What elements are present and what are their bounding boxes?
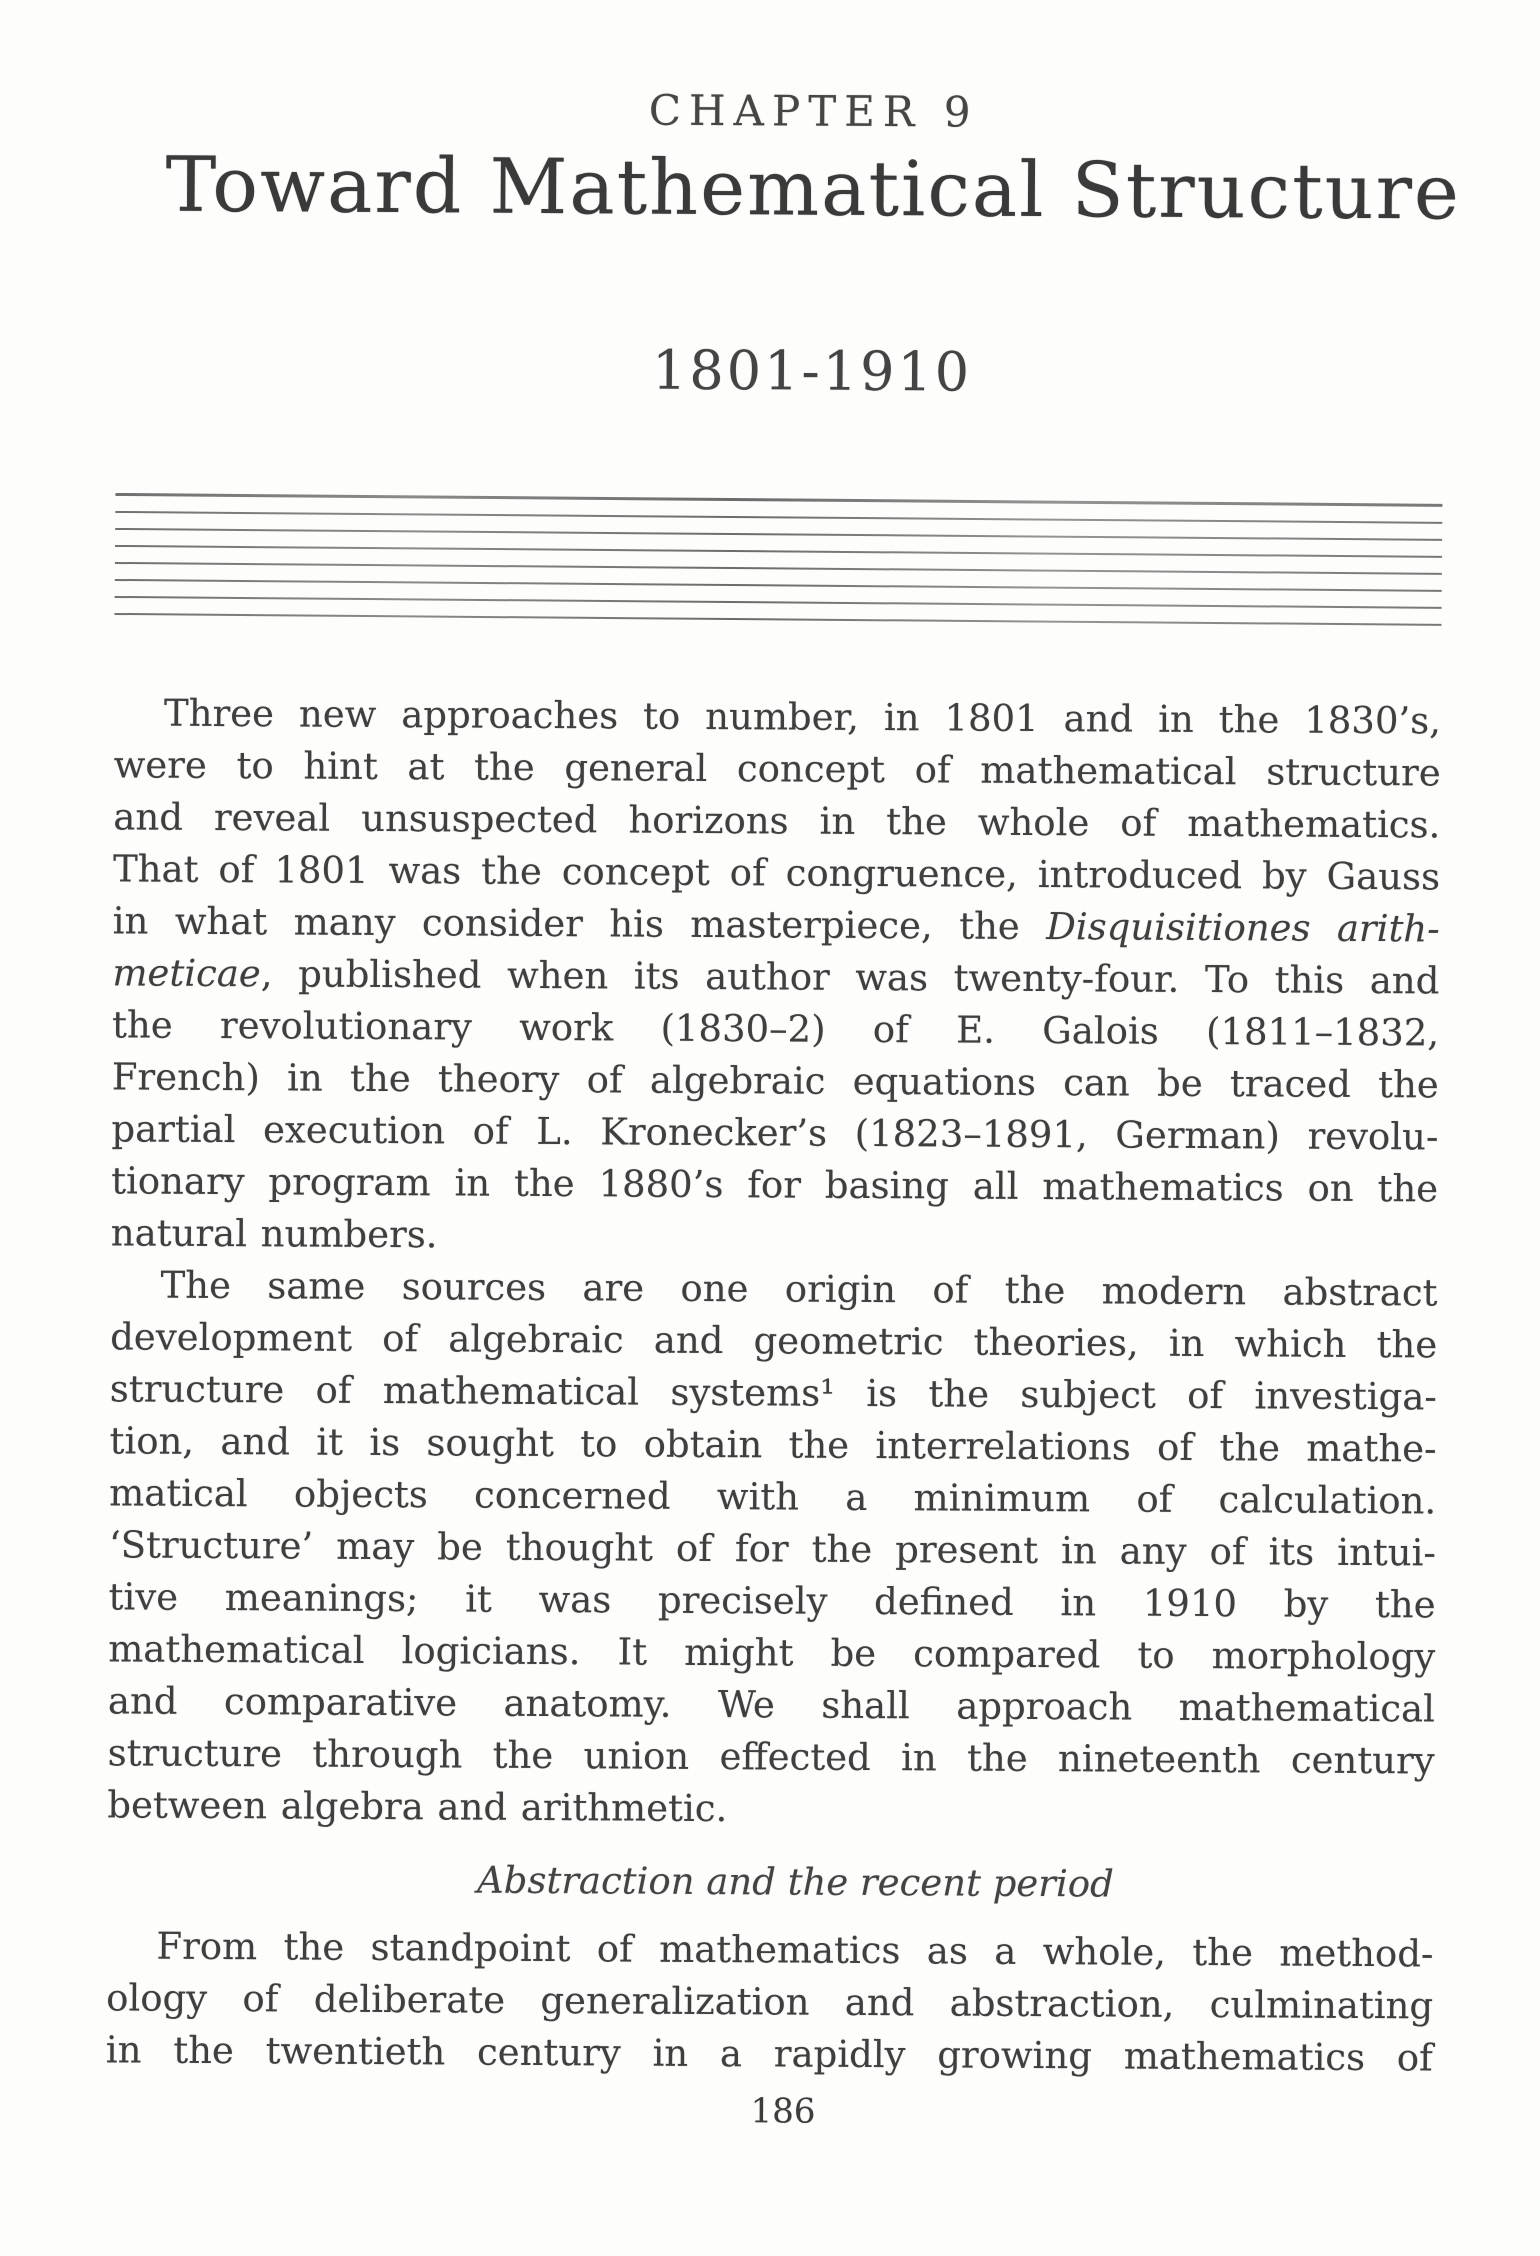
page-number: 186: [750, 2091, 816, 2132]
text-line: Three new approaches to number, in 1801 and in the 1830’s,: [163, 691, 1442, 743]
text-line: and comparative anatomy. We shall approach mathematical: [107, 1679, 1436, 1731]
text-line: The same sources are one origin of the modern abstract: [160, 1263, 1438, 1315]
decorative-rule: [115, 493, 1442, 507]
decorative-rule: [115, 579, 1442, 592]
paragraph: [106, 1920, 1434, 2084]
text-line: meticae, published when its author was twenty-four. To this and: [112, 951, 1440, 1003]
decorative-rule: [114, 613, 1441, 626]
text-line: French) in the theory of algebraic equations can be traced the: [111, 1055, 1439, 1107]
text-line: matical objects concerned with a minimum of calculation.: [109, 1471, 1437, 1523]
decorative-rule: [115, 596, 1442, 609]
text-line: in what many consider his masterpiece, the Disquisitiones arith-: [112, 899, 1440, 951]
text-line: tionary program in the 1880’s for basing all mathematics on the: [111, 1159, 1439, 1211]
decorative-rule: [115, 511, 1442, 524]
text-line: and reveal unsuspected horizons in the whole of mathematics.: [113, 795, 1441, 847]
text-line: ‘Structure’ may be thought of for the present in any of its intui-: [108, 1523, 1437, 1575]
text-line: between algebra and arithmetic.: [107, 1783, 728, 1831]
text-line: That of 1801 was the concept of congruence, introduced by Gauss: [112, 847, 1441, 899]
text-line: were to hint at the general concept of mathematical structure: [113, 743, 1441, 795]
decorative-rule: [115, 528, 1442, 541]
text-line: structure of mathematical systems¹ is the subject of investiga-: [109, 1367, 1437, 1419]
text-line: partial execution of L. Kronecker’s (1823–1891, German) revolu-: [111, 1107, 1439, 1159]
chapter-title: Toward Mathematical Structure: [165, 139, 1462, 237]
chapter-subtitle: 1801-1910: [651, 338, 973, 404]
decorative-rule: [115, 545, 1442, 558]
decorative-rule-block: [114, 493, 1442, 626]
text-line: in the twentieth century in a rapidly growing mathematics of: [105, 2028, 1433, 2080]
text-line: tive meanings; it was precisely defined in 1910 by the: [108, 1575, 1436, 1627]
text-line: tion, and it is sought to obtain the interrelations of the mathe-: [109, 1419, 1437, 1471]
text-line: natural numbers.: [110, 1211, 438, 1257]
text-line: structure through the union effected in the nineteenth century: [107, 1731, 1435, 1783]
section-heading: Abstraction and the recent period: [476, 1858, 1114, 1906]
text-line: the revolutionary work (1830–2) of E. Galois (1811–1832,: [111, 1003, 1440, 1055]
decorative-rule: [115, 562, 1442, 575]
chapter-label: CHAPTER 9: [648, 85, 979, 137]
chapter-heading-block: [42, 0, 1540, 403]
text-line: development of algebraic and geometric theories, in which the: [110, 1315, 1438, 1367]
text-line: From the standpoint of mathematics as a whole, the method-: [156, 1924, 1434, 1976]
paragraph: [107, 1259, 1437, 1839]
text-line: ology of deliberate generalization and abstraction, culminating: [106, 1976, 1434, 2028]
paragraph: [111, 687, 1441, 1267]
text-line: mathematical logicians. It might be compared to morphology: [108, 1627, 1436, 1679]
body-text-continued: [106, 1920, 1434, 2084]
body-text: [107, 687, 1441, 1839]
